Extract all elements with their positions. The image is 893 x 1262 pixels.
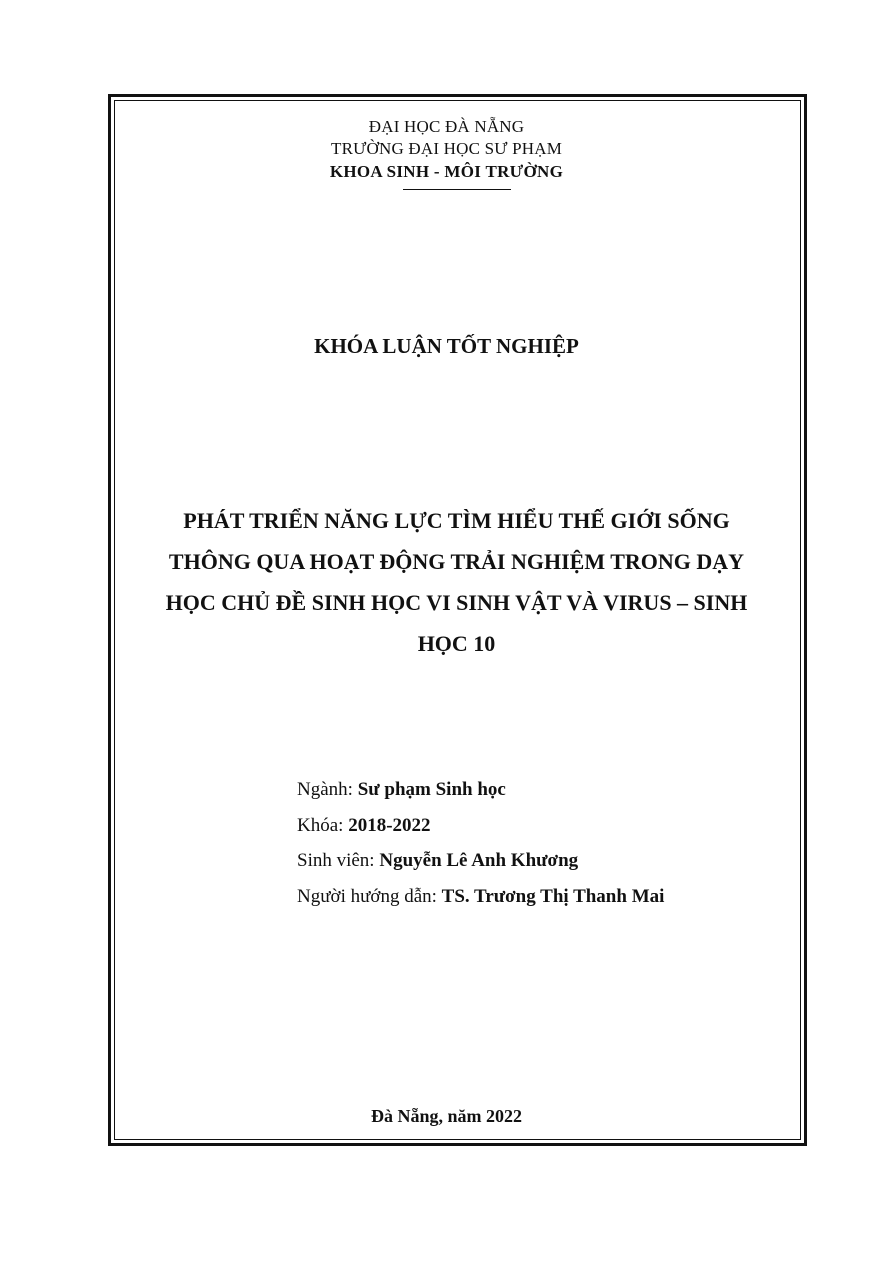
info-label: Khóa: xyxy=(297,814,349,836)
header-divider xyxy=(403,189,511,190)
info-major xyxy=(297,772,664,808)
thesis-type: KHÓA LUẬN TỐT NGHIỆP xyxy=(314,334,579,358)
info-value: Sư phạm Sinh học xyxy=(357,779,506,800)
info-student xyxy=(297,843,664,879)
title-line: HỌC 10 xyxy=(417,631,496,656)
info-label: Sinh viên: xyxy=(297,850,380,871)
info-label: Ngành: xyxy=(297,779,358,800)
school-name: TRƯỜNG ĐẠI HỌC SƯ PHẠM xyxy=(330,139,563,158)
place-year: Đà Nẵng, năm 2022 xyxy=(370,1106,522,1126)
info-label: Người hướng dẫn: xyxy=(297,885,442,907)
thesis-info xyxy=(297,772,664,914)
info-course xyxy=(297,808,664,844)
title-line: PHÁT TRIỂN NĂNG LỰC TÌM HIỂU THẾ GIỚI SỐNG xyxy=(183,508,730,533)
info-supervisor xyxy=(297,879,664,915)
university-name: ĐẠI HỌC ĐÀ NẴNG xyxy=(368,117,525,136)
faculty-name: KHOA SINH - MÔI TRƯỜNG xyxy=(329,162,564,181)
title-line: HỌC CHỦ ĐỀ SINH HỌC VI SINH VẬT VÀ VIRUS – SINH xyxy=(165,590,748,615)
info-value: Nguyễn Lê Anh Khương xyxy=(379,850,579,871)
thesis-title xyxy=(140,500,773,664)
info-value: 2018-2022 xyxy=(348,814,431,836)
info-value: TS. Trương Thị Thanh Mai xyxy=(441,885,665,907)
title-line: THÔNG QUA HOẠT ĐỘNG TRẢI NGHIỆM TRONG DẠY xyxy=(168,549,745,574)
